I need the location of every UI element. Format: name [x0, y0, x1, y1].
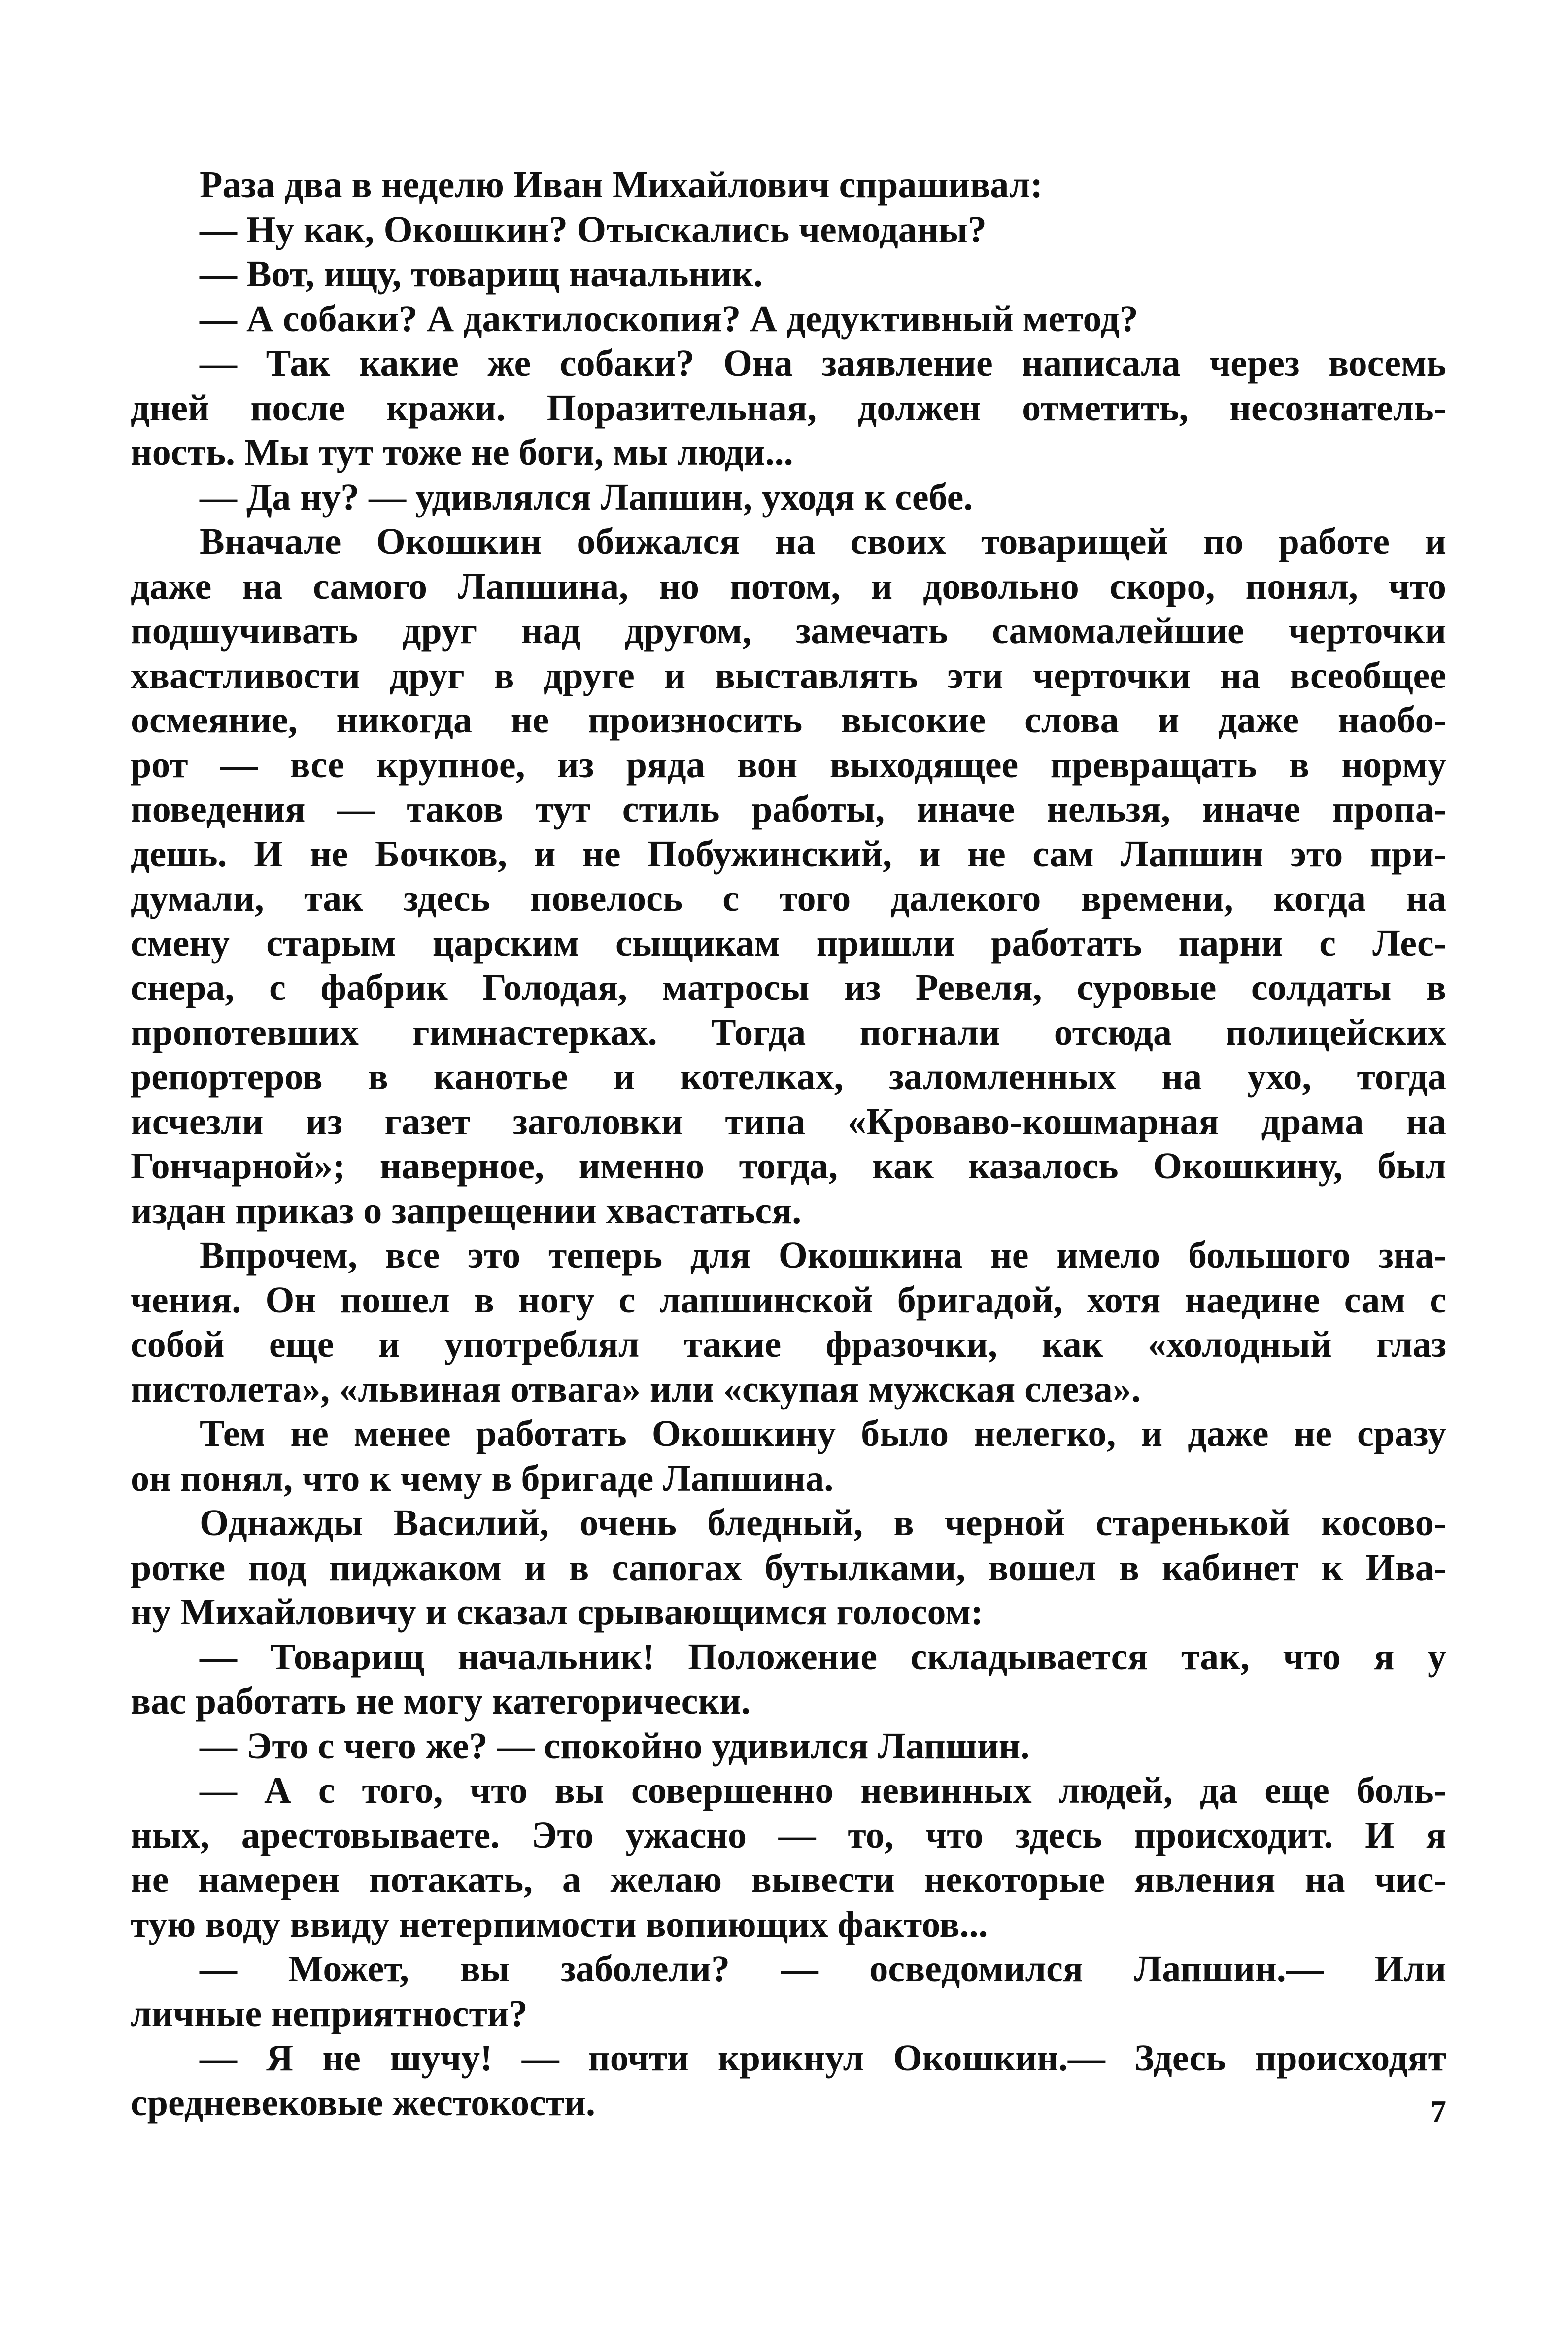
text-line: — А с того, что вы совершенно невинных людей, да еще боль-: [200, 1770, 1446, 1811]
text-line: смену старым царским сыщикам пришли работать парни с Лес-: [131, 922, 1446, 964]
text-line: думали, так здесь повелось с того далекого времени, когда на: [131, 878, 1446, 919]
text-line: Вначале Окошкин обижался на своих товарищей по работе и: [200, 521, 1446, 562]
text-line: ность. Мы тут тоже не боги, мы люди...: [131, 432, 793, 473]
text-line: — Может, вы заболели? — осведомился Лапшин.— Или: [200, 1948, 1446, 1990]
text-line: осмеяние, никогда не произносить высокие слова и даже наобо-: [131, 699, 1446, 741]
text-line: ну Михайловичу и сказал срывающимся голосом:: [131, 1591, 984, 1633]
text-line: ротке под пиджаком и в сапогах бутылками, вошел в кабинет к Ива-: [131, 1547, 1446, 1588]
text-line: — Так какие же собаки? Она заявление написала через восемь: [200, 343, 1446, 384]
text-line: — Да ну? — удивлялся Лапшин, уходя к себе.: [200, 476, 973, 518]
text-line: тую воду ввиду нетерпимости вопиющих фактов...: [131, 1903, 988, 1945]
text-line: Раза два в неделю Иван Михайлович спрашивал:: [200, 164, 1043, 206]
page-body-text: [131, 163, 1446, 2125]
text-line: собой еще и употреблял такие фразочки, как «холодный глаз: [131, 1324, 1446, 1365]
text-line: — Это с чего же? — спокойно удивился Лапшин.: [200, 1725, 1030, 1767]
text-line: средневековые жестокости.: [131, 2082, 595, 2124]
text-line: не намерен потакать, а желаю вывести некоторые явления на чис-: [131, 1859, 1446, 1900]
text-line: Впрочем, все это теперь для Окошкина не имело большого зна-: [200, 1235, 1446, 1276]
text-line: он понял, что к чему в бригаде Лапшина.: [131, 1457, 834, 1499]
text-line: издан приказ о запрещении хвастаться.: [131, 1190, 802, 1232]
text-line: Тем не менее работать Окошкину было нелегко, и даже не сразу: [200, 1413, 1446, 1454]
text-line: — Вот, ищу, товарищ начальник.: [200, 253, 763, 295]
text-line: снера, с фабрик Голодая, матросы из Ревеля, суровые солдаты в: [131, 967, 1446, 1008]
text-line: поведения — таков тут стиль работы, иначе нельзя, иначе пропа-: [131, 789, 1446, 830]
text-line: — Ну как, Окошкин? Отыскались чемоданы?: [200, 208, 987, 250]
text-line: Гончарной»; наверное, именно тогда, как казалось Окошкину, был: [131, 1145, 1446, 1187]
text-line: Однажды Василий, очень бледный, в черной старенькой косово-: [200, 1502, 1446, 1544]
text-line: — Товарищ начальник! Положение складывается так, что я у: [200, 1636, 1446, 1678]
text-line: вас работать не могу категорически.: [131, 1681, 750, 1722]
text-line: хвастливости друг в друге и выставлять эти черточки на всеобщее: [131, 654, 1446, 696]
text-line: репортеров в канотье и котелках, заломленных на ухо, тогда: [131, 1056, 1446, 1098]
text-line: дешь. И не Бочков, и не Побужинский, и не сам Лапшин это при-: [131, 833, 1446, 875]
text-line: пистолета», «львиная отвага» или «скупая мужская слеза».: [131, 1368, 1141, 1410]
text-line: рот — все крупное, из ряда вон выходящее превращать в норму: [131, 744, 1446, 786]
text-line: пропотевших гимнастерках. Тогда погнали отсюда полицейских: [131, 1011, 1446, 1053]
text-line: даже на самого Лапшина, но потом, и довольно скоро, понял, что: [131, 565, 1446, 607]
text-line: — А собаки? А дактилоскопия? А дедуктивный метод?: [200, 298, 1138, 340]
page-number: 7: [1431, 2094, 1446, 2129]
text-line: дней после кражи. Поразительная, должен отметить, несознатель-: [131, 387, 1446, 429]
text-line: личные неприятности?: [131, 1993, 528, 2034]
text-line: — Я не шучу! — почти крикнул Окошкин.— Здесь происходят: [200, 2037, 1446, 2079]
text-line: ных, арестовываете. Это ужасно — то, что здесь происходит. И я: [131, 1814, 1446, 1856]
text-line: исчезли из газет заголовки типа «Кроваво-кошмарная драма на: [131, 1100, 1446, 1142]
text-line: подшучивать друг над другом, замечать самомалейшие черточки: [131, 610, 1446, 652]
text-line: чения. Он пошел в ногу с лапшинской бригадой, хотя наедине сам с: [131, 1279, 1446, 1321]
